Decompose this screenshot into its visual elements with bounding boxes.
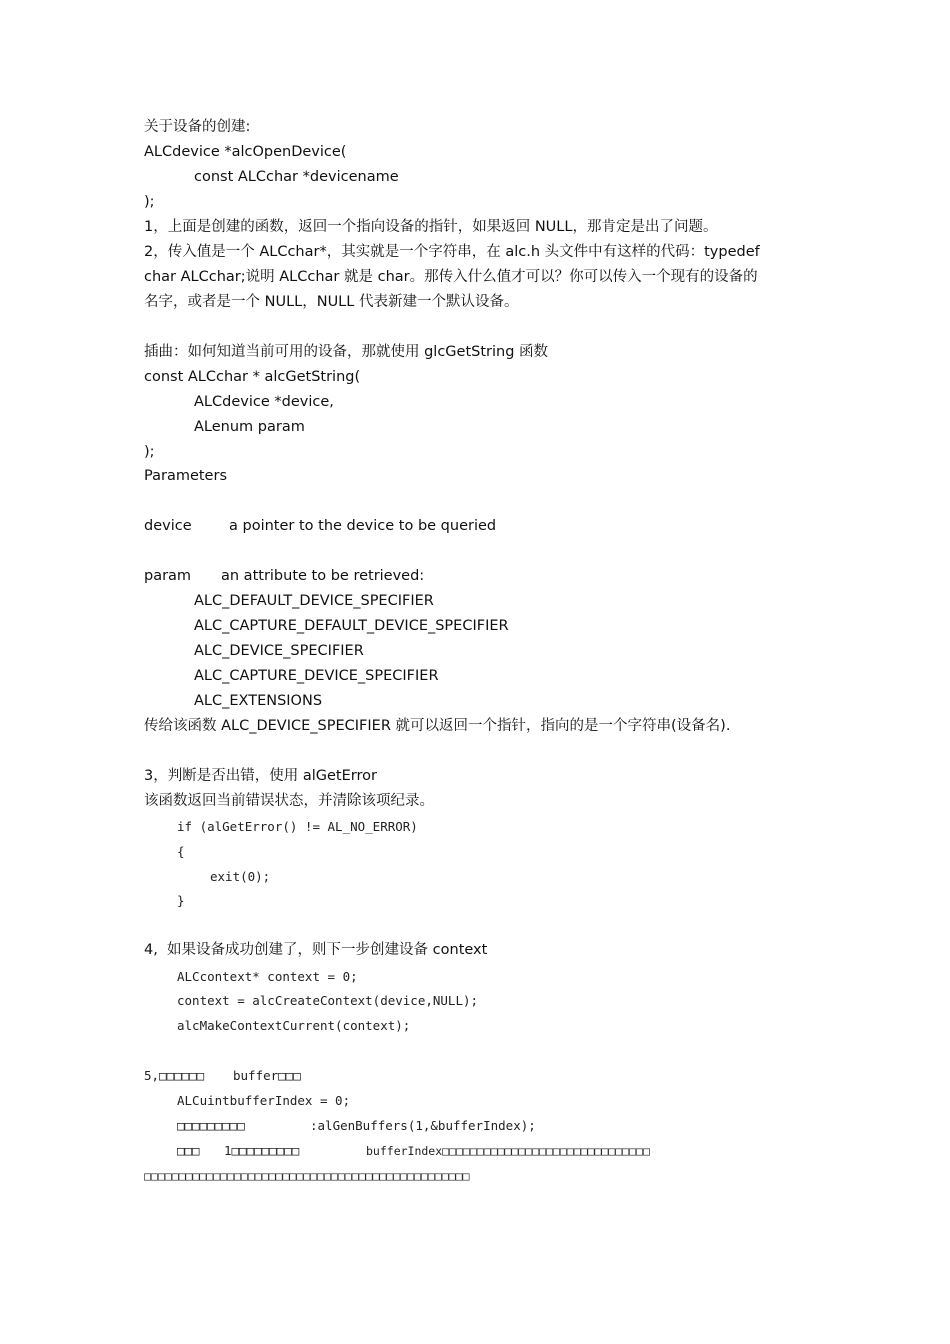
garbled-line: □□□ — [177, 1143, 200, 1158]
text-line: 该函数返回当前错误状态，并清除该项纪录。 — [144, 793, 434, 809]
code-line: ); — [144, 194, 155, 210]
code-line: const ALCchar *devicename — [194, 169, 399, 185]
code-line: ALenum param — [194, 419, 305, 435]
garbled-line: buffer□□□ — [233, 1068, 301, 1083]
code-line: } — [177, 893, 185, 908]
garbled-line: □□□□□□□□□□□□□□□□□□□□□□□□□□□□□□□□□□□□□□□□□□□□□□□ — [144, 1169, 470, 1183]
code-line: ); — [144, 444, 155, 460]
code-line: const ALCchar * alcGetString( — [144, 369, 361, 385]
garbled-line: bufferIndex□□□□□□□□□□□□□□□□□□□□□□□□□□□□□□ — [366, 1144, 650, 1158]
garbled-line: □□□□□□□□□ — [177, 1118, 245, 1133]
param-value: ALC_DEVICE_SPECIFIER — [194, 643, 364, 659]
code-line: if (alGetError() != AL_NO_ERROR) — [177, 819, 418, 834]
code-line: alcMakeContextCurrent(context); — [177, 1018, 411, 1033]
code-line: exit(0); — [210, 869, 271, 884]
text-line: 1，上面是创建的函数，返回一个指向设备的指针，如果返回 NULL，那肯定是出了问题。 — [144, 219, 718, 235]
text-line: 3，判断是否出错，使用 alGetError — [144, 768, 377, 784]
code-line: ALCdevice *device, — [194, 394, 334, 410]
param-value: ALC_CAPTURE_DEFAULT_DEVICE_SPECIFIER — [194, 618, 509, 634]
param-name: param — [144, 568, 192, 584]
text-line: 传给该函数 ALC_DEVICE_SPECIFIER 就可以返回一个指针，指向的是一个字符串(设备名). — [144, 718, 731, 734]
text-line: 4, 如果设备成功创建了，则下一步创建设备 context — [144, 942, 488, 958]
param-value: ALC_EXTENSIONS — [194, 693, 323, 709]
code-line: { — [177, 844, 185, 859]
param-value: ALC_DEFAULT_DEVICE_SPECIFIER — [194, 593, 434, 609]
code-line: ALCcontext* context = 0; — [177, 969, 358, 984]
code-line: ALCuintbufferIndex = 0; — [177, 1093, 351, 1108]
text-line: 2，传入值是一个 ALCchar*，其实就是一个字符串，在 alc.h 头文件中有这样的代码：typedef — [144, 244, 760, 260]
param-name: device — [144, 518, 192, 534]
garbled-line: 5,□□□□□□ — [144, 1068, 205, 1083]
param-value: ALC_CAPTURE_DEVICE_SPECIFIER — [194, 668, 439, 684]
text-line: 插曲：如何知道当前可用的设备，那就使用 glcGetString 函数 — [144, 344, 549, 360]
code-line: ALCdevice *alcOpenDevice( — [144, 144, 347, 160]
code-line: :alGenBuffers(1,&bufferIndex); — [310, 1118, 536, 1133]
text-line: 关于设备的创建: — [144, 119, 251, 135]
param-description: a pointer to the device to be queried — [229, 518, 497, 534]
text-line: char ALCchar;说明 ALCchar 就是 char。那传入什么值才可以？你可以传入一个现有的设备的 — [144, 269, 758, 285]
parameters-heading: Parameters — [144, 468, 227, 484]
garbled-line: 1□□□□□□□□□ — [224, 1143, 300, 1158]
text-line: 名字，或者是一个 NULL，NULL 代表新建一个默认设备。 — [144, 294, 519, 310]
param-description: an attribute to be retrieved: — [221, 568, 425, 584]
code-line: context = alcCreateContext(device,NULL); — [177, 993, 479, 1008]
